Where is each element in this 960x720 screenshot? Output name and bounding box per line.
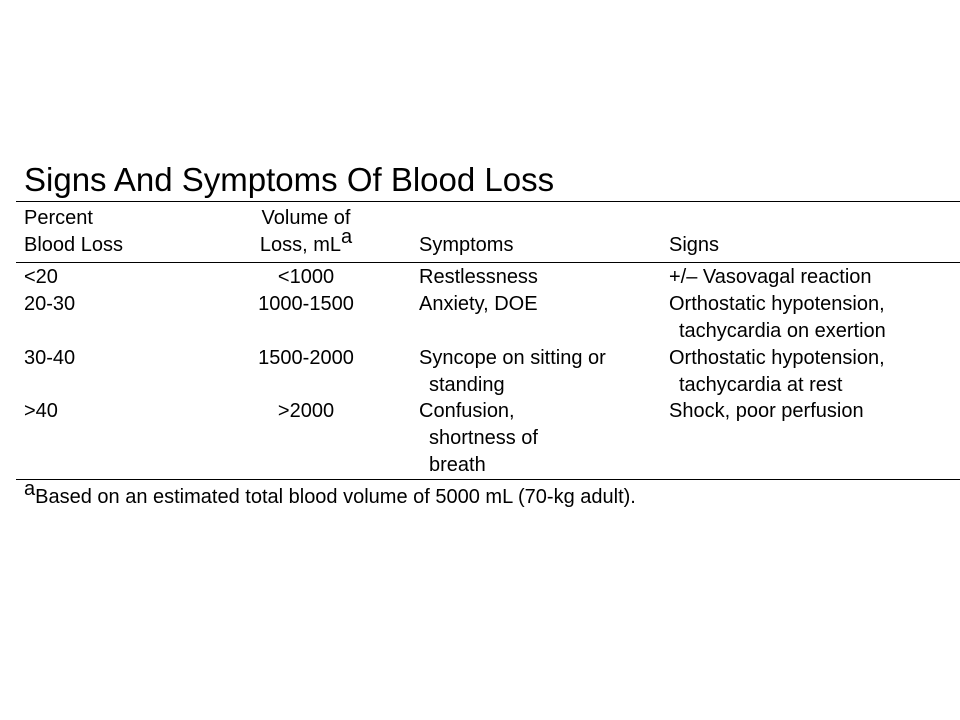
row-4-symptoms-line3: breath xyxy=(429,454,486,476)
header-percent-line2: Blood Loss xyxy=(24,234,123,256)
row-2-percent: 20-30 xyxy=(24,293,76,315)
row-2-volume: 1000-1500 xyxy=(258,293,354,315)
footnote-mark: a xyxy=(24,478,36,500)
row-3-symptoms-line1: Syncope on sitting or xyxy=(419,347,606,369)
header-volume xyxy=(236,205,376,259)
row-4-percent: >40 xyxy=(24,400,58,422)
row-3-signs-line2: tachycardia at rest xyxy=(679,374,843,396)
row-4-symptoms-line1: Confusion, xyxy=(419,400,515,422)
row-3-symptoms-line2: standing xyxy=(429,374,505,396)
header-volume-line2-wrap xyxy=(236,226,376,259)
header-symptoms: Symptoms xyxy=(419,234,514,256)
table-header-rule xyxy=(16,262,960,263)
header-signs: Signs xyxy=(669,234,720,256)
row-3-signs-line1: Orthostatic hypotension, xyxy=(669,347,885,369)
header-volume-line1: Volume of xyxy=(261,207,351,229)
header-volume-note-mark: a xyxy=(341,226,353,248)
row-1-percent: <20 xyxy=(24,266,58,288)
row-2-symptoms-line1: Anxiety, DOE xyxy=(419,293,538,315)
header-percent-line1: Percent xyxy=(24,207,93,229)
row-3-signs xyxy=(669,345,885,399)
row-2-signs-line2: tachycardia on exertion xyxy=(679,320,886,342)
row-3-symptoms xyxy=(419,345,606,399)
table-top-rule xyxy=(16,201,960,202)
header-percent xyxy=(24,205,123,259)
row-1-symptoms-line1: Restlessness xyxy=(419,266,538,288)
row-3-percent: 30-40 xyxy=(24,347,76,369)
row-4-signs xyxy=(669,398,864,425)
row-1-symptoms xyxy=(419,264,538,291)
page-title: Signs And Symptoms Of Blood Loss xyxy=(24,161,555,198)
row-1-volume: <1000 xyxy=(277,266,335,288)
row-2-signs xyxy=(669,291,886,345)
row-4-volume: >2000 xyxy=(277,400,335,422)
row-3-volume: 1500-2000 xyxy=(258,347,354,369)
row-4-signs-line1: Shock, poor perfusion xyxy=(669,400,864,422)
row-1-signs-line1: +/– Vasovagal reaction xyxy=(669,266,872,288)
footnote-text: Based on an estimated total blood volume of 5000 mL (70-kg adult). xyxy=(35,486,636,508)
table-bottom-rule xyxy=(16,479,960,480)
row-4-symptoms-line2: shortness of xyxy=(429,427,538,449)
row-1-signs xyxy=(669,264,872,291)
row-4-symptoms xyxy=(419,398,538,479)
footnote xyxy=(24,478,636,512)
header-volume-line2: Loss, mL xyxy=(259,234,342,256)
row-2-signs-line1: Orthostatic hypotension, xyxy=(669,293,885,315)
row-2-symptoms xyxy=(419,291,538,318)
